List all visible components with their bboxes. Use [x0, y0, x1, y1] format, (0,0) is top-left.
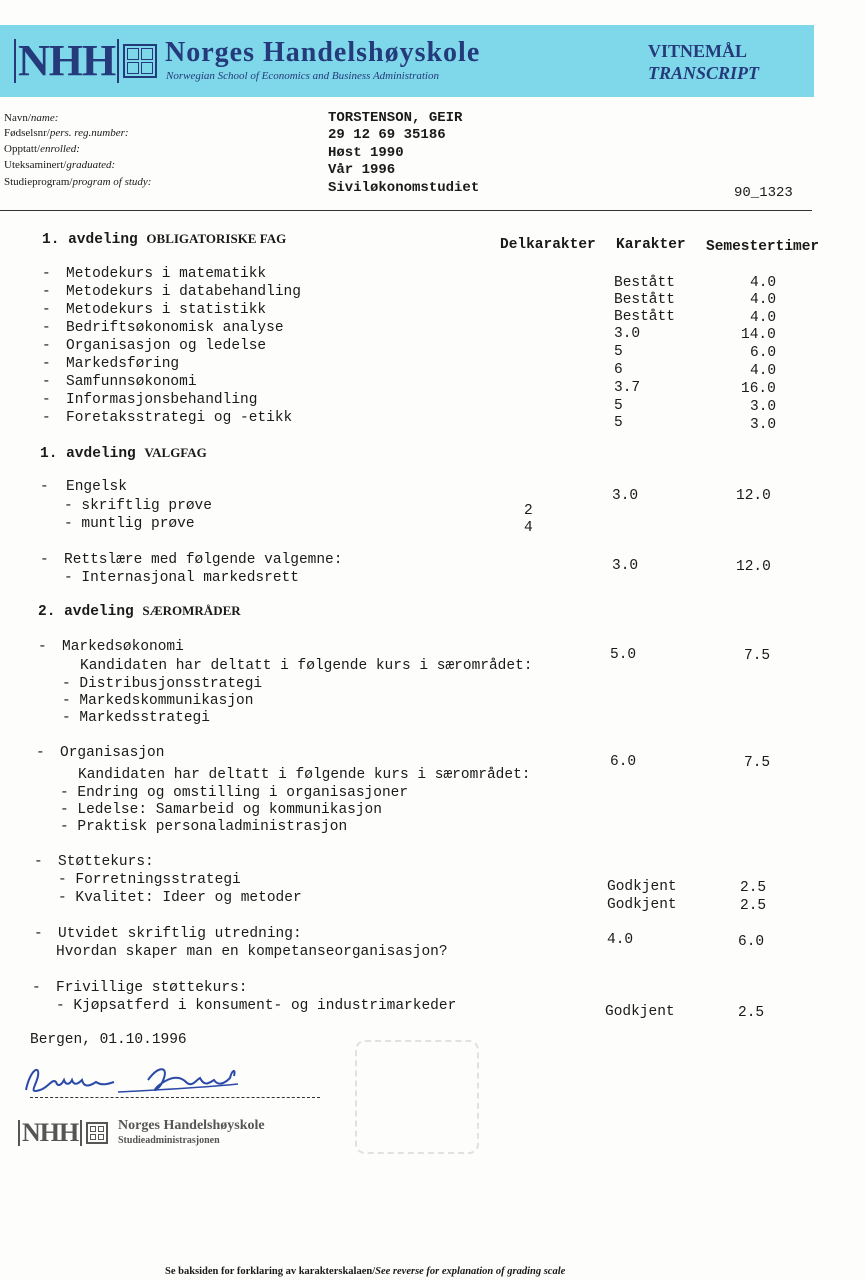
course-name: Informasjonsbehandling — [66, 392, 258, 408]
course-grade: 6 — [614, 362, 623, 378]
value-program: Siviløkonomstudiet — [328, 180, 480, 196]
value-enrolled: Høst 1990 — [328, 145, 404, 161]
signature-image — [18, 1060, 318, 1100]
sub-item: - Forretningsstrategi — [58, 872, 241, 888]
course-hours: 6.0 — [738, 934, 765, 950]
course-name: Støttekurs: — [58, 854, 154, 870]
course-name: Metodekurs i statistikk — [66, 302, 267, 318]
dash: - — [40, 479, 49, 495]
course-grade: 5.0 — [610, 647, 637, 663]
dash: - — [42, 302, 51, 318]
course-grade: 3.7 — [614, 380, 641, 396]
nhh-logo — [14, 35, 157, 87]
dash: - — [34, 854, 43, 870]
dash: - — [42, 392, 51, 408]
course-hours: 7.5 — [744, 755, 771, 771]
document-type: VITNEMÅL — [648, 41, 748, 61]
divider — [0, 210, 812, 211]
course-name: Frivillige støttekurs: — [56, 980, 248, 996]
dash: - — [38, 639, 47, 655]
course-hours: 12.0 — [736, 559, 771, 575]
school-subtitle: Norwegian School of Economics and Business Administration — [166, 70, 439, 82]
course-hours: 4.0 — [750, 310, 777, 326]
course-grade: 4.0 — [607, 932, 634, 948]
document-number: 90_1323 — [734, 185, 793, 201]
label-program: Studieprogram/program of study: — [4, 176, 152, 188]
dash: - — [42, 266, 51, 282]
sub-item: - Markedsstrategi — [62, 710, 210, 726]
course-name: Organisasjon og ledelse — [66, 338, 267, 354]
course-hours: 16.0 — [741, 381, 776, 397]
course-hours: 4.0 — [750, 292, 777, 308]
value-persnr: 29 12 69 35186 — [328, 127, 446, 143]
grading-scale-note: Se baksiden for forklaring av karakterskalaen/See reverse for explanation of grading scale — [165, 1266, 566, 1277]
label-name: Navn/name: — [4, 112, 59, 124]
course-grade: 5 — [614, 415, 623, 431]
course-name: Engelsk — [66, 479, 127, 495]
sub-grade: 4 — [524, 520, 533, 536]
sub-item: - Kvalitet: Ideer og metoder — [58, 890, 302, 906]
school-name: Norges Handelshøyskole — [165, 37, 481, 68]
footer-org-name: Norges Handelshøyskole — [118, 1118, 265, 1133]
course-hours: 4.0 — [750, 275, 777, 291]
sub-item: - Endring og omstilling i organisasjoner — [60, 785, 409, 801]
course-hours: 14.0 — [741, 327, 776, 343]
sub-item: - Praktisk personaladministrasjon — [60, 819, 348, 835]
course-hours: 3.0 — [750, 399, 777, 415]
footer-logo — [18, 1120, 108, 1146]
course-grade: 5 — [614, 344, 623, 360]
course-grade: 3.0 — [612, 488, 639, 504]
course-hours: 7.5 — [744, 648, 771, 664]
sub-item: - Ledelse: Samarbeid og kommunikasjon — [60, 802, 382, 818]
sub-item: - skriftlig prøve — [64, 498, 212, 514]
embossed-seal — [355, 1040, 479, 1154]
label-graduated: Uteksaminert/graduated: — [4, 159, 116, 171]
dash: - — [42, 410, 51, 426]
dash: - — [42, 356, 51, 372]
course-name: Metodekurs i databehandling — [66, 284, 301, 300]
section-obligatory: 1. avdeling OBLIGATORISKE FAG — [42, 231, 287, 248]
course-name: Utvidet skriftlig utredning: — [58, 926, 302, 942]
course-name: Samfunnsøkonomi — [66, 374, 197, 390]
course-grade: 3.0 — [614, 326, 641, 342]
course-grade: Bestått — [614, 292, 675, 308]
course-grade: 6.0 — [610, 754, 637, 770]
course-name: Markedsføring — [66, 356, 180, 372]
course-hours: 3.0 — [750, 417, 777, 433]
label-enrolled: Opptatt/enrolled: — [4, 143, 80, 155]
col-karakter: Karakter — [616, 237, 686, 253]
footer-logo-text: NHH — [18, 1120, 82, 1146]
section-elective: 1. avdeling VALGFAG — [40, 445, 207, 462]
sub-item: - Markedskommunikasjon — [62, 693, 254, 709]
course-intro: Kandidaten har deltatt i følgende kurs i særområdet: — [78, 767, 531, 783]
crest-icon — [86, 1122, 108, 1144]
course-name: Foretaksstrategi og -etikk — [66, 410, 293, 426]
course-hours: 6.0 — [750, 345, 777, 361]
course-grade: Godkjent — [607, 879, 677, 895]
sub-item: - Kjøpsatferd i konsument- og industrimarkeder — [56, 998, 457, 1014]
course-name: Markedsøkonomi — [62, 639, 184, 655]
dash: - — [40, 552, 49, 568]
col-delkarakter: Delkarakter — [500, 237, 596, 253]
nhh-logo-text: NHH — [14, 39, 119, 83]
course-name: Metodekurs i matematikk — [66, 266, 267, 282]
course-hours: 2.5 — [738, 1005, 765, 1021]
footer-org-unit: Studieadministrasjonen — [118, 1135, 220, 1146]
value-name: TORSTENSON, GEIR — [328, 110, 463, 126]
course-hours: 12.0 — [736, 488, 771, 504]
dash: - — [42, 284, 51, 300]
course-grade: 5 — [614, 398, 623, 414]
sub-item: - Distribusjonsstrategi — [62, 676, 263, 692]
sub-item: - Internasjonal markedsrett — [64, 570, 299, 586]
course-grade: Bestått — [614, 309, 675, 325]
dash: - — [42, 320, 51, 336]
section-special: 2. avdeling SÆROMRÅDER — [38, 603, 241, 620]
crest-icon — [123, 44, 157, 78]
col-semestertimer: Semestertimer — [706, 239, 820, 255]
signature-line — [30, 1097, 320, 1098]
course-grade: Godkjent — [607, 897, 677, 913]
course-name: Bedriftsøkonomisk analyse — [66, 320, 284, 336]
course-hours: 2.5 — [740, 880, 767, 896]
course-hours: 2.5 — [740, 898, 767, 914]
course-grade: Godkjent — [605, 1004, 675, 1020]
dash: - — [36, 745, 45, 761]
document-type-en: TRANSCRIPT — [648, 63, 760, 83]
course-intro: Kandidaten har deltatt i følgende kurs i særområdet: — [80, 658, 533, 674]
dash: - — [32, 980, 41, 996]
header-band — [0, 25, 814, 97]
dash: - — [34, 926, 43, 942]
value-graduated: Vår 1996 — [328, 162, 396, 178]
sub-item: - muntlig prøve — [64, 516, 195, 532]
place-date: Bergen, 01.10.1996 — [30, 1032, 187, 1048]
course-hours: 4.0 — [750, 363, 777, 379]
dash: - — [42, 338, 51, 354]
sub-grade: 2 — [524, 503, 533, 519]
course-name: Rettslære med følgende valgemne: — [64, 552, 343, 568]
label-persnr: Fødselsnr/pers. reg.number: — [4, 127, 129, 139]
dash: - — [42, 374, 51, 390]
sub-item: Hvordan skaper man en kompetanseorganisasjon? — [56, 944, 448, 960]
course-grade: 3.0 — [612, 558, 639, 574]
course-grade: Bestått — [614, 275, 675, 291]
course-name: Organisasjon — [60, 745, 165, 761]
